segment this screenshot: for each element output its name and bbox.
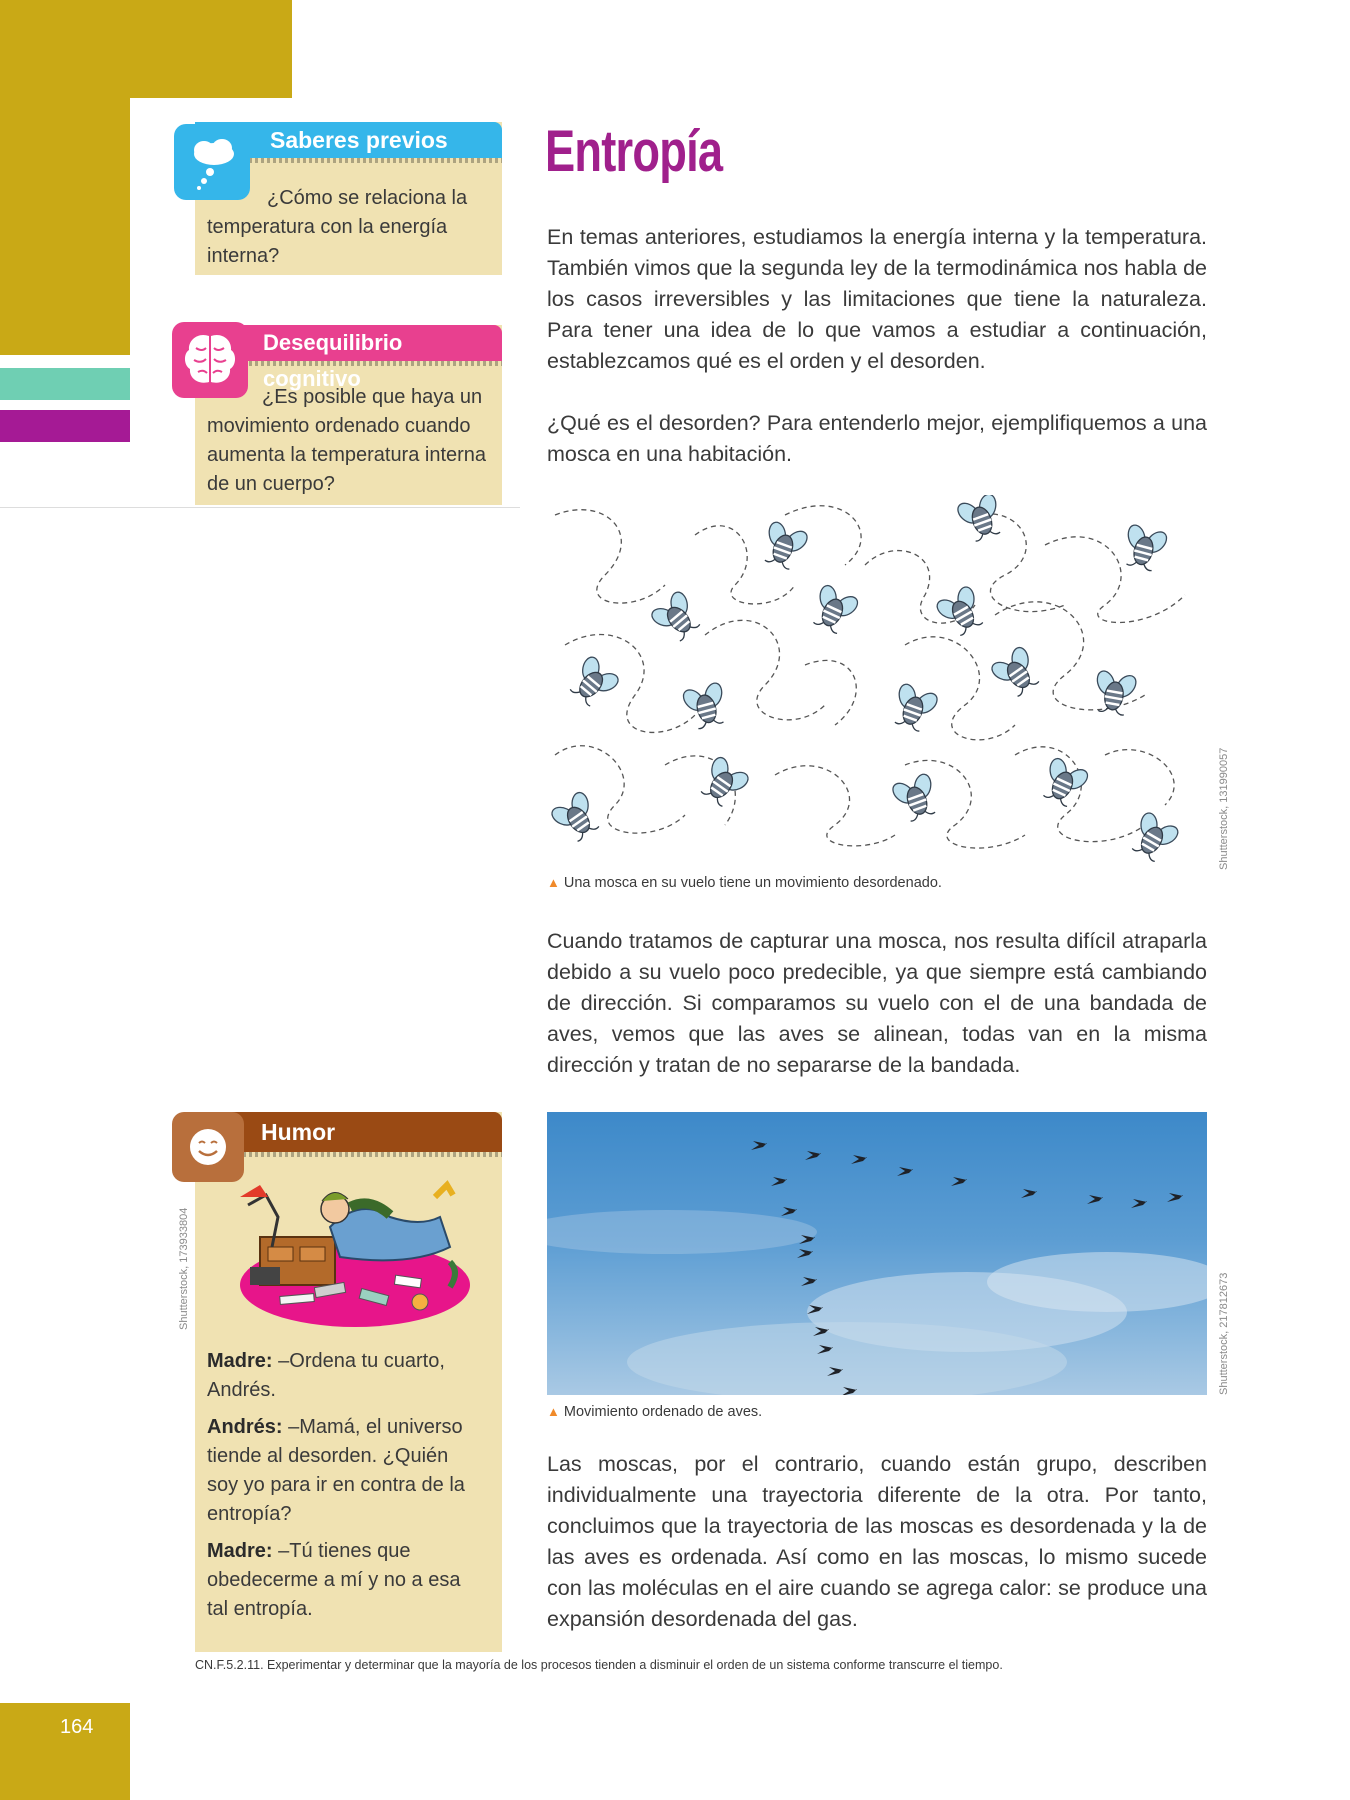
thought-cloud-icon <box>174 124 250 200</box>
divider <box>0 507 520 508</box>
dialogue-speaker: Andrés: <box>207 1416 283 1438</box>
flies-caption-text: Una mosca en su vuelo tiene un movimiento desordenado. <box>563 875 942 891</box>
paragraph-conclusion: Las moscas, por el contrario, cuando están grupo, describen individualmente una trayectoria diferente de la otra. Por tanto, concluimos que la trayectoria de las moscas es desordenada y la de las aves es ordenada. Así como en las moscas, lo mismo sucede con las moléculas en el aire cuando se agrega calor: se produce una expansión desordenada del gas. <box>547 1452 1207 1631</box>
dialogue-speaker: Madre: <box>207 1540 273 1562</box>
paragraph-intro: En temas anteriores, estudiamos la energía interna y la temperatura. También vimos que la segunda ley de la termodinámica nos habla de los casos irreversibles y las limitaciones que tiene la naturaleza. Para tener una idea de lo que vamos a estudiar a continuación, establezcamos qué es el orden y el desorden. <box>547 225 1207 373</box>
smiley-icon <box>172 1112 244 1182</box>
flies-credit: Shutterstock, 131990057 <box>1218 747 1230 870</box>
humor-title: Humor <box>261 1119 336 1145</box>
dialogue-speaker: Madre: <box>207 1350 273 1372</box>
brain-icon <box>172 322 248 398</box>
dialogue-line <box>207 1537 467 1624</box>
dialogue-text: –Tú tienes que obedecerme a mí y no a esa tal entropía. <box>207 1540 461 1620</box>
dialogue-text: –Ordena tu cuarto, Andrés. <box>207 1350 445 1401</box>
saberes-previos-text: ¿Cómo se relaciona la temperatura con la energía interna? <box>207 187 468 267</box>
olive-corner-top <box>0 0 292 98</box>
saberes-previos-title: Saberes previos <box>270 127 448 153</box>
desequilibrio-title: Desequilibrio cognitivo <box>263 330 403 391</box>
messy-room-cartoon <box>220 1167 480 1337</box>
birds-caption-text: Movimiento ordenado de aves. <box>563 1404 763 1420</box>
birds-credit: Shutterstock, 217812673 <box>1218 1272 1230 1395</box>
triangle-marker-icon: ▲ <box>547 875 560 890</box>
page-title: Entropía <box>545 119 723 184</box>
page-number: 164 <box>60 1716 94 1738</box>
birds-caption <box>547 1404 762 1420</box>
desequilibrio-text: ¿Es posible que haya un movimiento ordenado cuando aumenta la temperatura interna de un cuerpo? <box>207 386 487 495</box>
flies-caption <box>547 875 942 891</box>
dialogue-line <box>207 1347 467 1405</box>
paragraph-capture: Cuando tratamos de capturar una mosca, nos resulta difícil atraparla debido a su vuelo poco predecible, ya que siempre está cambiando de dirección. Si comparamos su vuelo con el de una bandada de aves, vemos que las aves se alinean, todas van en la misma dirección y tratan de no separarse de la bandada. <box>547 929 1207 1077</box>
humor-box <box>195 1112 502 1652</box>
teal-stripe <box>0 368 130 400</box>
flies-illustration <box>545 495 1207 865</box>
dialogue-line <box>207 1413 467 1529</box>
purple-stripe <box>0 410 130 442</box>
olive-side-bar <box>0 98 130 355</box>
dialogue-text: –Mamá, el universo tiende al desorden. ¿Quién soy yo para ir en contra de la entropía? <box>207 1416 465 1525</box>
humor-dialogue <box>207 1347 467 1632</box>
humor-credit: Shutterstock, 173933804 <box>178 1207 190 1330</box>
curriculum-footnote: CN.F.5.2.11. Experimentar y determinar que la mayoría de los procesos tienden a disminuir el orden de un sistema conforme transcurre el tiempo. <box>195 1658 1003 1672</box>
birds-photo <box>547 1112 1207 1395</box>
paragraph-question: ¿Qué es el desorden? Para entenderlo mejor, ejemplifiquemos a una mosca en una habitación. <box>547 411 1207 466</box>
triangle-marker-icon: ▲ <box>547 1404 560 1419</box>
